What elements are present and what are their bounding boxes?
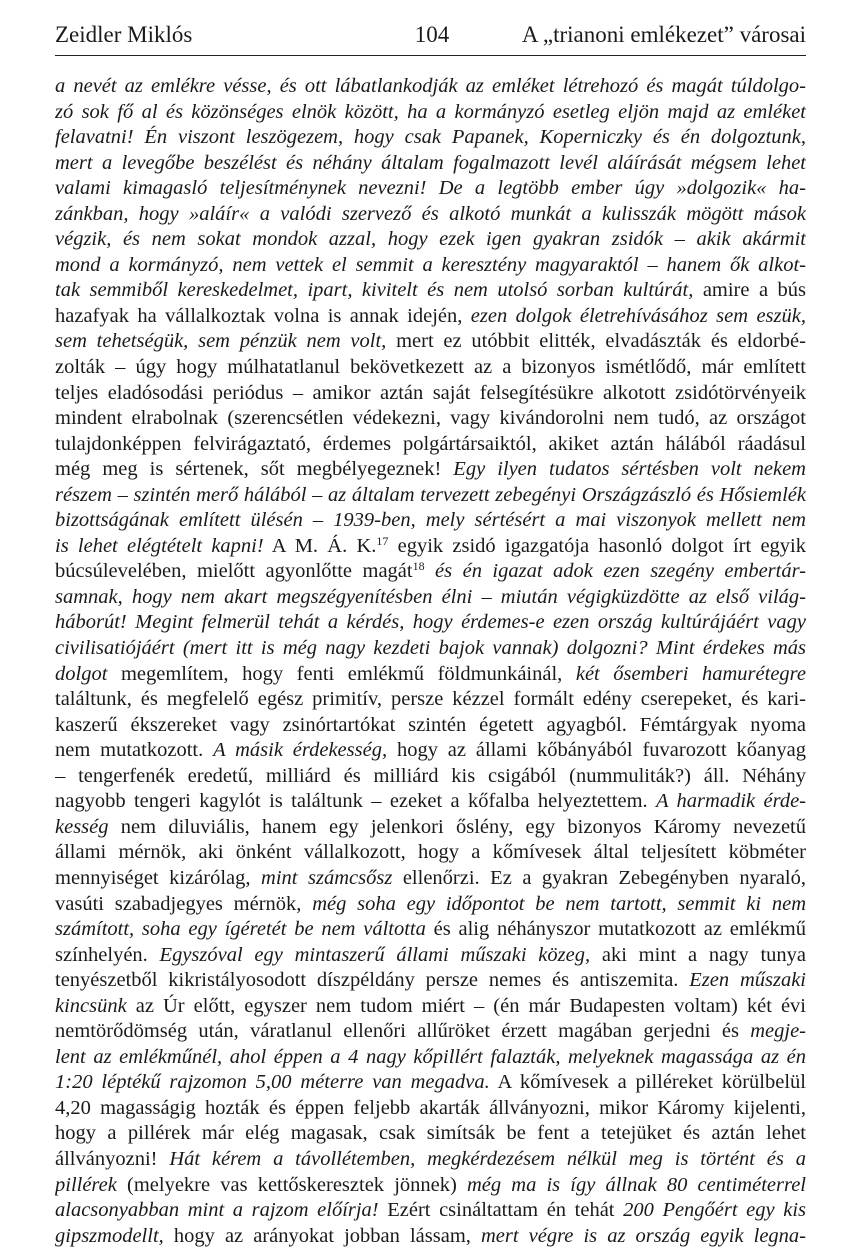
text-line (55, 1070, 806, 1096)
text-span: Ezért csináltattam én tehát (378, 1199, 624, 1222)
italic-span: és én igazat adok ezen szegény embertár- (424, 560, 806, 583)
italic-span: részem – szintén merő hálából – az általam tervezett zebegényi Országzászló és Hősiemlék (55, 483, 806, 506)
italic-span: is lehet elégtételt kapni! (55, 534, 264, 557)
italic-span: dolgot (55, 662, 108, 685)
text-span: nemtörődömség után, váratlanul ellenőri allűröket érzett magában gerjedni és (55, 1020, 751, 1043)
text-span: mert ez utóbbit elitték, elvadászták és eldorbé- (386, 330, 806, 353)
text-span: találtunk, és megfelelő egész primitív, persze kézzel formált edény cserepeket, és kari- (55, 688, 806, 711)
text-span: kaszerű ékszereket vagy zsinórtartókat szintén égetett agyagból. Fémtárgyak nyoma (55, 713, 806, 736)
text-line (55, 406, 806, 432)
text-span: tulajdonképpen felvirágaztató, érdemes polgártársaiktól, akiket aztán hálából ráadásul (55, 432, 806, 455)
text-span: mindent elrabolnak (szerencsétlen védekezni, vagy kivándorolni nem tudó, az országot (55, 407, 806, 430)
text-line (55, 125, 806, 151)
text-span: hogy az arányokat jobban lássam, (163, 1224, 481, 1247)
italic-span: samnak, hogy nem akart megszégyenítésben élni – miután végigküzdötte az első világ- (55, 585, 806, 608)
text-line (55, 636, 806, 662)
running-head-author: Zeidler Miklós (55, 22, 193, 47)
italic-span: számított, soha egy ígéretét be nem váltotta (55, 918, 426, 941)
text-span: A kőmívesek a pilléreket körülbelül (489, 1071, 806, 1094)
text-line (55, 381, 806, 407)
page-number: 104 (414, 22, 450, 47)
text-span: nem diluviális, hanem egy jelenkori őslény, egy bizonyos Káromy nevezetű (108, 815, 806, 838)
italic-span: mert végre is az ország egyik legna- (480, 1224, 806, 1247)
text-span: nem mutatkozott. (55, 739, 214, 762)
italic-span: két ősemberi hamurétegre (575, 662, 806, 685)
text-line (55, 1147, 806, 1173)
text-line (55, 100, 806, 126)
italic-span: mert a levegőbe beszélést és néhány általam fogalmazott levél aláírását mégsem lehet (55, 151, 806, 174)
text-span: hogy a pillérek már elég magasak, csak simítsák be fent a tetejüket és aztán lehet (55, 1122, 806, 1145)
text-line (55, 1173, 806, 1199)
text-span: amire a bús (693, 279, 806, 302)
text-span: teljes eladósodási periódus – amikor aztán saját felsegítésükre alkotott zsidótörvényeik (55, 381, 806, 404)
text-line (55, 1096, 806, 1122)
text-span: színhelyén. (55, 943, 160, 966)
text-line (55, 1019, 806, 1045)
text-line (55, 713, 806, 739)
text-span: állványozni! (55, 1147, 170, 1170)
text-line (55, 892, 806, 918)
text-line (55, 74, 806, 100)
italic-span: A harmadik érde- (656, 790, 806, 813)
text-line (55, 534, 806, 560)
italic-span: bizottságának említett ülésén – 1939-ben, mely sértésért a mai viszonyok mellett nem (55, 509, 806, 532)
text-span: ellenőrzi. Ez a gyakran Zebegényben nyaraló, (392, 866, 806, 889)
text-line (55, 738, 806, 764)
italic-span: zánkban, hogy »aláír« a valódi szervező és alkotó munkát a kulisszák mögött mások (55, 202, 806, 225)
italic-span: kesség (55, 815, 109, 838)
text-span: mennyiséget kizárólag, (55, 866, 262, 889)
italic-span: megje- (750, 1020, 806, 1043)
text-line (55, 1198, 806, 1224)
italic-span: Hát kérem a távollétemben, megkérdezésem nélkül meg is történt és a (169, 1147, 806, 1170)
footnote-ref: 18 (412, 559, 425, 574)
text-line (55, 764, 806, 790)
italic-span: lent az emlékműnél, ahol éppen a 4 nagy kőpillért falazták, melyeknek magassága az én (55, 1045, 806, 1068)
text-line (55, 227, 806, 253)
text-span: és alig néhányszor mutatkozott az emlékmű (425, 918, 806, 941)
text-line (55, 662, 806, 688)
italic-span: mint számcsősz (261, 866, 393, 889)
italic-span: ezen dolgok életrehívásához sem eszük, (470, 304, 806, 327)
italic-span: zó sok fő al és közönséges elnök között, ha a kormányzó esetleg eljön majd az emléket (55, 100, 806, 123)
text-line (55, 483, 806, 509)
text-span: nagyobb tengeri kagylót is találtunk – ezeket a kőfalba helyeztettem. (55, 790, 657, 813)
text-span: hogy az állami kőbányából fuvarozott kőanyag (387, 739, 806, 762)
text-line (55, 789, 806, 815)
text-span: búcsúlevelében, mielőtt agyonlőtte magát (55, 560, 413, 583)
text-line (55, 355, 806, 381)
header-rule (55, 55, 806, 56)
italic-span: még soha egy időpontot be nem tartott, semmit ki nem (312, 892, 806, 915)
text-line (55, 176, 806, 202)
text-line (55, 917, 806, 943)
italic-span: Egyszóval egy mintaszerű állami műszaki közeg, (159, 943, 591, 966)
text-span: még meg is sértenek, sőt megbélyegeznek! (55, 458, 454, 481)
italic-span: 1:20 léptékű rajzomon 5,00 méterre van megadva. (55, 1071, 490, 1094)
italic-span: gipszmodellt, (55, 1224, 164, 1247)
italic-span: pillérek (55, 1173, 117, 1196)
italic-span: a nevét az emlékre vésse, és ott lábatlankodják az emléket létrehozó és magát túldolgo- (55, 75, 806, 97)
text-span: – tengerfenék eredetű, milliárd és milliárd kis csigából (nummuliták?) áll. Néhány (55, 764, 806, 787)
italic-span: Ezen műszaki (689, 969, 806, 992)
text-span: megemlítem, hogy fenti emlékmű földmunkáinál, (107, 662, 576, 685)
text-line (55, 432, 806, 458)
text-line (55, 994, 806, 1020)
text-line (55, 457, 806, 483)
italic-span: háborút! Megint felmerül tehát a kérdés, hogy érdemes-e ezen ország kultúrájáért vagy (55, 611, 806, 634)
text-line (55, 1121, 806, 1147)
text-span: A M. Á. K. (263, 534, 377, 557)
italic-span: A másik érdekesség, (213, 739, 388, 762)
text-line (55, 1224, 806, 1250)
italic-span: sem tehetségük, sem pénzük nem volt, (55, 330, 387, 353)
running-head (55, 20, 806, 50)
text-line (55, 943, 806, 969)
text-line (55, 866, 806, 892)
text-line (55, 329, 806, 355)
text-line (55, 304, 806, 330)
text-line (55, 585, 806, 611)
italic-span: Egy ilyen tudatos sértésben volt nekem (453, 458, 806, 481)
running-head-title: A „trianoni emlékezet” városai (521, 22, 806, 47)
text-line (55, 202, 806, 228)
text-line (55, 278, 806, 304)
text-line (55, 559, 806, 585)
italic-span: még ma is így állnak 80 centiméterrel (466, 1173, 806, 1196)
text-line (55, 508, 806, 534)
text-line (55, 687, 806, 713)
text-line (55, 610, 806, 636)
italic-span: felavatni! Én viszont leszögezem, hogy csak Papanek, Koperniczky és én dolgoztunk, (55, 126, 806, 149)
italic-span: tak semmiből kereskedelmet, ipart, kivitelt és nem utolsó sorban kultúrát, (55, 279, 694, 302)
italic-span: valami kimagasló teljesítménynek nevezni! De a legtöbb ember úgy »dolgozik« ha- (55, 177, 806, 200)
footnote-ref: 17 (376, 533, 389, 548)
italic-span: civilisatiójáért (mert itt is még nagy kezdeti bajok vannak) dolgozni? Mint érdekes más (55, 637, 806, 660)
text-line (55, 815, 806, 841)
text-span: 4,20 magasságig hozták és éppen feljebb akarták állványozni, mikor Káromy kijelenti, (55, 1096, 806, 1119)
italic-span: végzik, és nem sokat mondok azzal, hogy ezek igen gyakran zsidók – akik akármit (55, 228, 806, 251)
text-line (55, 151, 806, 177)
text-line (55, 840, 806, 866)
italic-span: alacsonyabban mint a rajzom előírja! (55, 1199, 379, 1222)
text-line (55, 1045, 806, 1071)
text-span: egyik zsidó igazgatója hasonló dolgot írt egyik (388, 534, 806, 557)
text-span: zolták – úgy hogy múlhatatlanul bekövetkezett az a bizonyos ismétlődő, már említett (55, 356, 806, 379)
italic-span: kincsünk (55, 994, 127, 1017)
text-span: hazafyak ha vállalkoztak volna is annak idején, (55, 304, 471, 327)
text-span: állami mérnök, aki önként vállalkozott, hogy a kőmívesek által teljesített köbméter (55, 841, 806, 864)
body-text (55, 74, 806, 1249)
italic-span: mond a kormányzó, nem vettek el semmit a keresztény magyaraktól – hanem ők alkot- (55, 253, 806, 276)
text-span: aki mint a nagy tunya (590, 943, 806, 966)
text-line (55, 968, 806, 994)
text-span: vasúti szabadjegyes mérnök, (55, 892, 313, 915)
italic-span: 200 Pengőért egy kis (623, 1199, 806, 1222)
text-line (55, 253, 806, 279)
text-span: (melyekre vas kettőskeresztek jönnek) (116, 1173, 467, 1196)
text-span: az Úr előtt, egyszer nem tudom miért – (én már Budapesten voltam) két évi (126, 994, 806, 1017)
text-span: tenyészetből kikristályosodott díszpéldány persze nemes és antiszemita. (55, 969, 690, 992)
